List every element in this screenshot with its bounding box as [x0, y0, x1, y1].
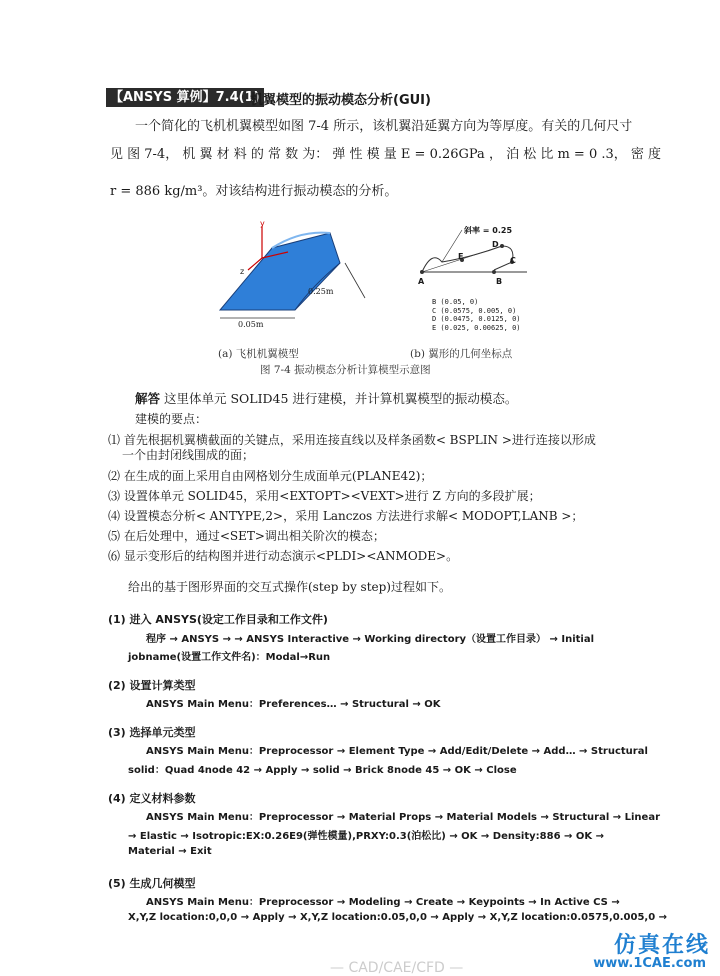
caption-b: (b) 翼形的几何坐标点	[410, 348, 513, 360]
coord-b: B (0.05, 0)	[432, 298, 479, 306]
watermark-faint: — CAD/CAE/CFD —	[330, 960, 464, 976]
intro-line-2: 见 图 7-4， 机 翼 材 料 的 常 数 为： 弹 性 模 量 E = 0.26GPa ， 泊 松 比 m = 0 .3， 密 度	[110, 147, 662, 162]
answer-line	[135, 390, 517, 408]
example-tag: 【ANSYS 算例】7.4(1)	[106, 88, 264, 107]
watermark-url: www.1CAE.com	[593, 956, 706, 971]
list-item: ⑵ 在生成的面上采用自由网格划分生成面单元(PLANE42)；	[108, 469, 433, 483]
coord-list	[432, 298, 521, 332]
step-4-line-2: → Elastic → Isotropic:EX:0.26E9(弹性模量),PRXY:0.3(泊松比) → OK → Density:886 → OK →	[128, 831, 604, 842]
point-a: A	[418, 277, 425, 286]
point-e: E	[458, 252, 464, 261]
intro-line-3: r = 886 kg/m³。对该结构进行振动模态的分析。	[110, 184, 398, 199]
step-5-head: (5) 生成几何模型	[108, 877, 196, 890]
list-item: ⑴ 首先根据机翼横截面的关键点，采用连接直线以及样条函数< BSPLIN >进行连接以形成	[108, 433, 596, 447]
step-3-head: (3) 选择单元类型	[108, 726, 196, 739]
step-1-head: (1) 进入 ANSYS(设定工作目录和工作文件)	[108, 613, 328, 626]
step-3-line-2: solid：Quad 4node 42 → Apply → solid → Brick 8node 45 → OK → Close	[128, 765, 517, 776]
figure-caption: 图 7-4 振动模态分析计算模型示意图	[260, 364, 431, 376]
step-5-line-1: ANSYS Main Menu：Preprocessor → Modeling → Create → Keypoints → In Active CS →	[146, 897, 620, 908]
step-1-line-1: 程序 → ANSYS → → ANSYS Interactive → Working directory（设置工作目录） → Initial	[146, 634, 595, 645]
gui-intro: 给出的基于图形界面的交互式操作(step by step)过程如下。	[128, 580, 451, 594]
step-4-line-3: Material → Exit	[128, 846, 212, 857]
wing-model-figure	[200, 218, 370, 338]
step-2-line-1: ANSYS Main Menu：Preferences… → Structural → OK	[146, 699, 441, 710]
caption-a: (a) 飞机机翼模型	[218, 348, 299, 360]
coord-c: C (0.0575, 0.005, 0)	[432, 306, 517, 315]
list-item: ⑸ 在后处理中，通过<SET>调出相关阶次的模态；	[108, 529, 385, 543]
list-item: ⑹ 显示变形后的结构图并进行动态演示<PLDI><ANMODE>。	[108, 549, 459, 563]
step-1-line-2: jobname(设置工作文件名)：Modal→Run	[128, 652, 331, 663]
step-5-line-2: X,Y,Z location:0,0,0 → Apply → X,Y,Z location:0.05,0,0 → Apply → X,Y,Z location:0.0575,0.005,0 →	[128, 912, 668, 923]
point-d: D	[492, 240, 499, 249]
step-4-line-1: ANSYS Main Menu：Preprocessor → Material Props → Material Models → Structural → Linear	[146, 812, 661, 823]
key-points-label: 建模的要点：	[135, 412, 208, 426]
point-b: B	[496, 277, 503, 286]
answer-text: 这里体单元 SOLID45 进行建模，并计算机翼模型的振动模态。	[160, 391, 518, 406]
answer-lead: 解答	[135, 391, 161, 406]
wing-dim-chord: 0.05m	[238, 320, 264, 329]
coord-e: E (0.025, 0.00625, 0)	[432, 323, 521, 332]
coord-d: D (0.0475, 0.0125, 0)	[432, 315, 521, 323]
page-title: 机翼模型的振动模态分析(GUI)	[250, 93, 431, 108]
slope-label: 斜率 = 0.25	[464, 226, 513, 235]
list-item: ⑶ 设置体单元 SOLID45，采用<EXTOPT><VEXT>进行 Z 方向的多段扩展；	[108, 489, 541, 503]
watermark-logo: 仿真在线	[613, 933, 710, 958]
svg-text:z: z	[240, 267, 245, 276]
list-item: ⑷ 设置模态分析< ANTYPE,2>，采用 Lanczos 方法进行求解< MODOPT,LANB >；	[108, 509, 584, 523]
point-c: C	[510, 256, 516, 265]
list-item: 一个由封闭线围成的面；	[122, 448, 255, 462]
step-3-line-1: ANSYS Main Menu：Preprocessor → Element Type → Add/Edit/Delete → Add… → Structural	[146, 746, 648, 757]
svg-text:y: y	[260, 219, 265, 228]
step-4-head: (4) 定义材料参数	[108, 792, 196, 805]
intro-line-1: 一个简化的飞机机翼模型如图 7-4 所示，该机翼沿延翼方向为等厚度。有关的几何尺寸	[135, 119, 633, 134]
wing-dim-span: 0.25m	[308, 287, 334, 296]
step-2-head: (2) 设置计算类型	[108, 679, 196, 692]
